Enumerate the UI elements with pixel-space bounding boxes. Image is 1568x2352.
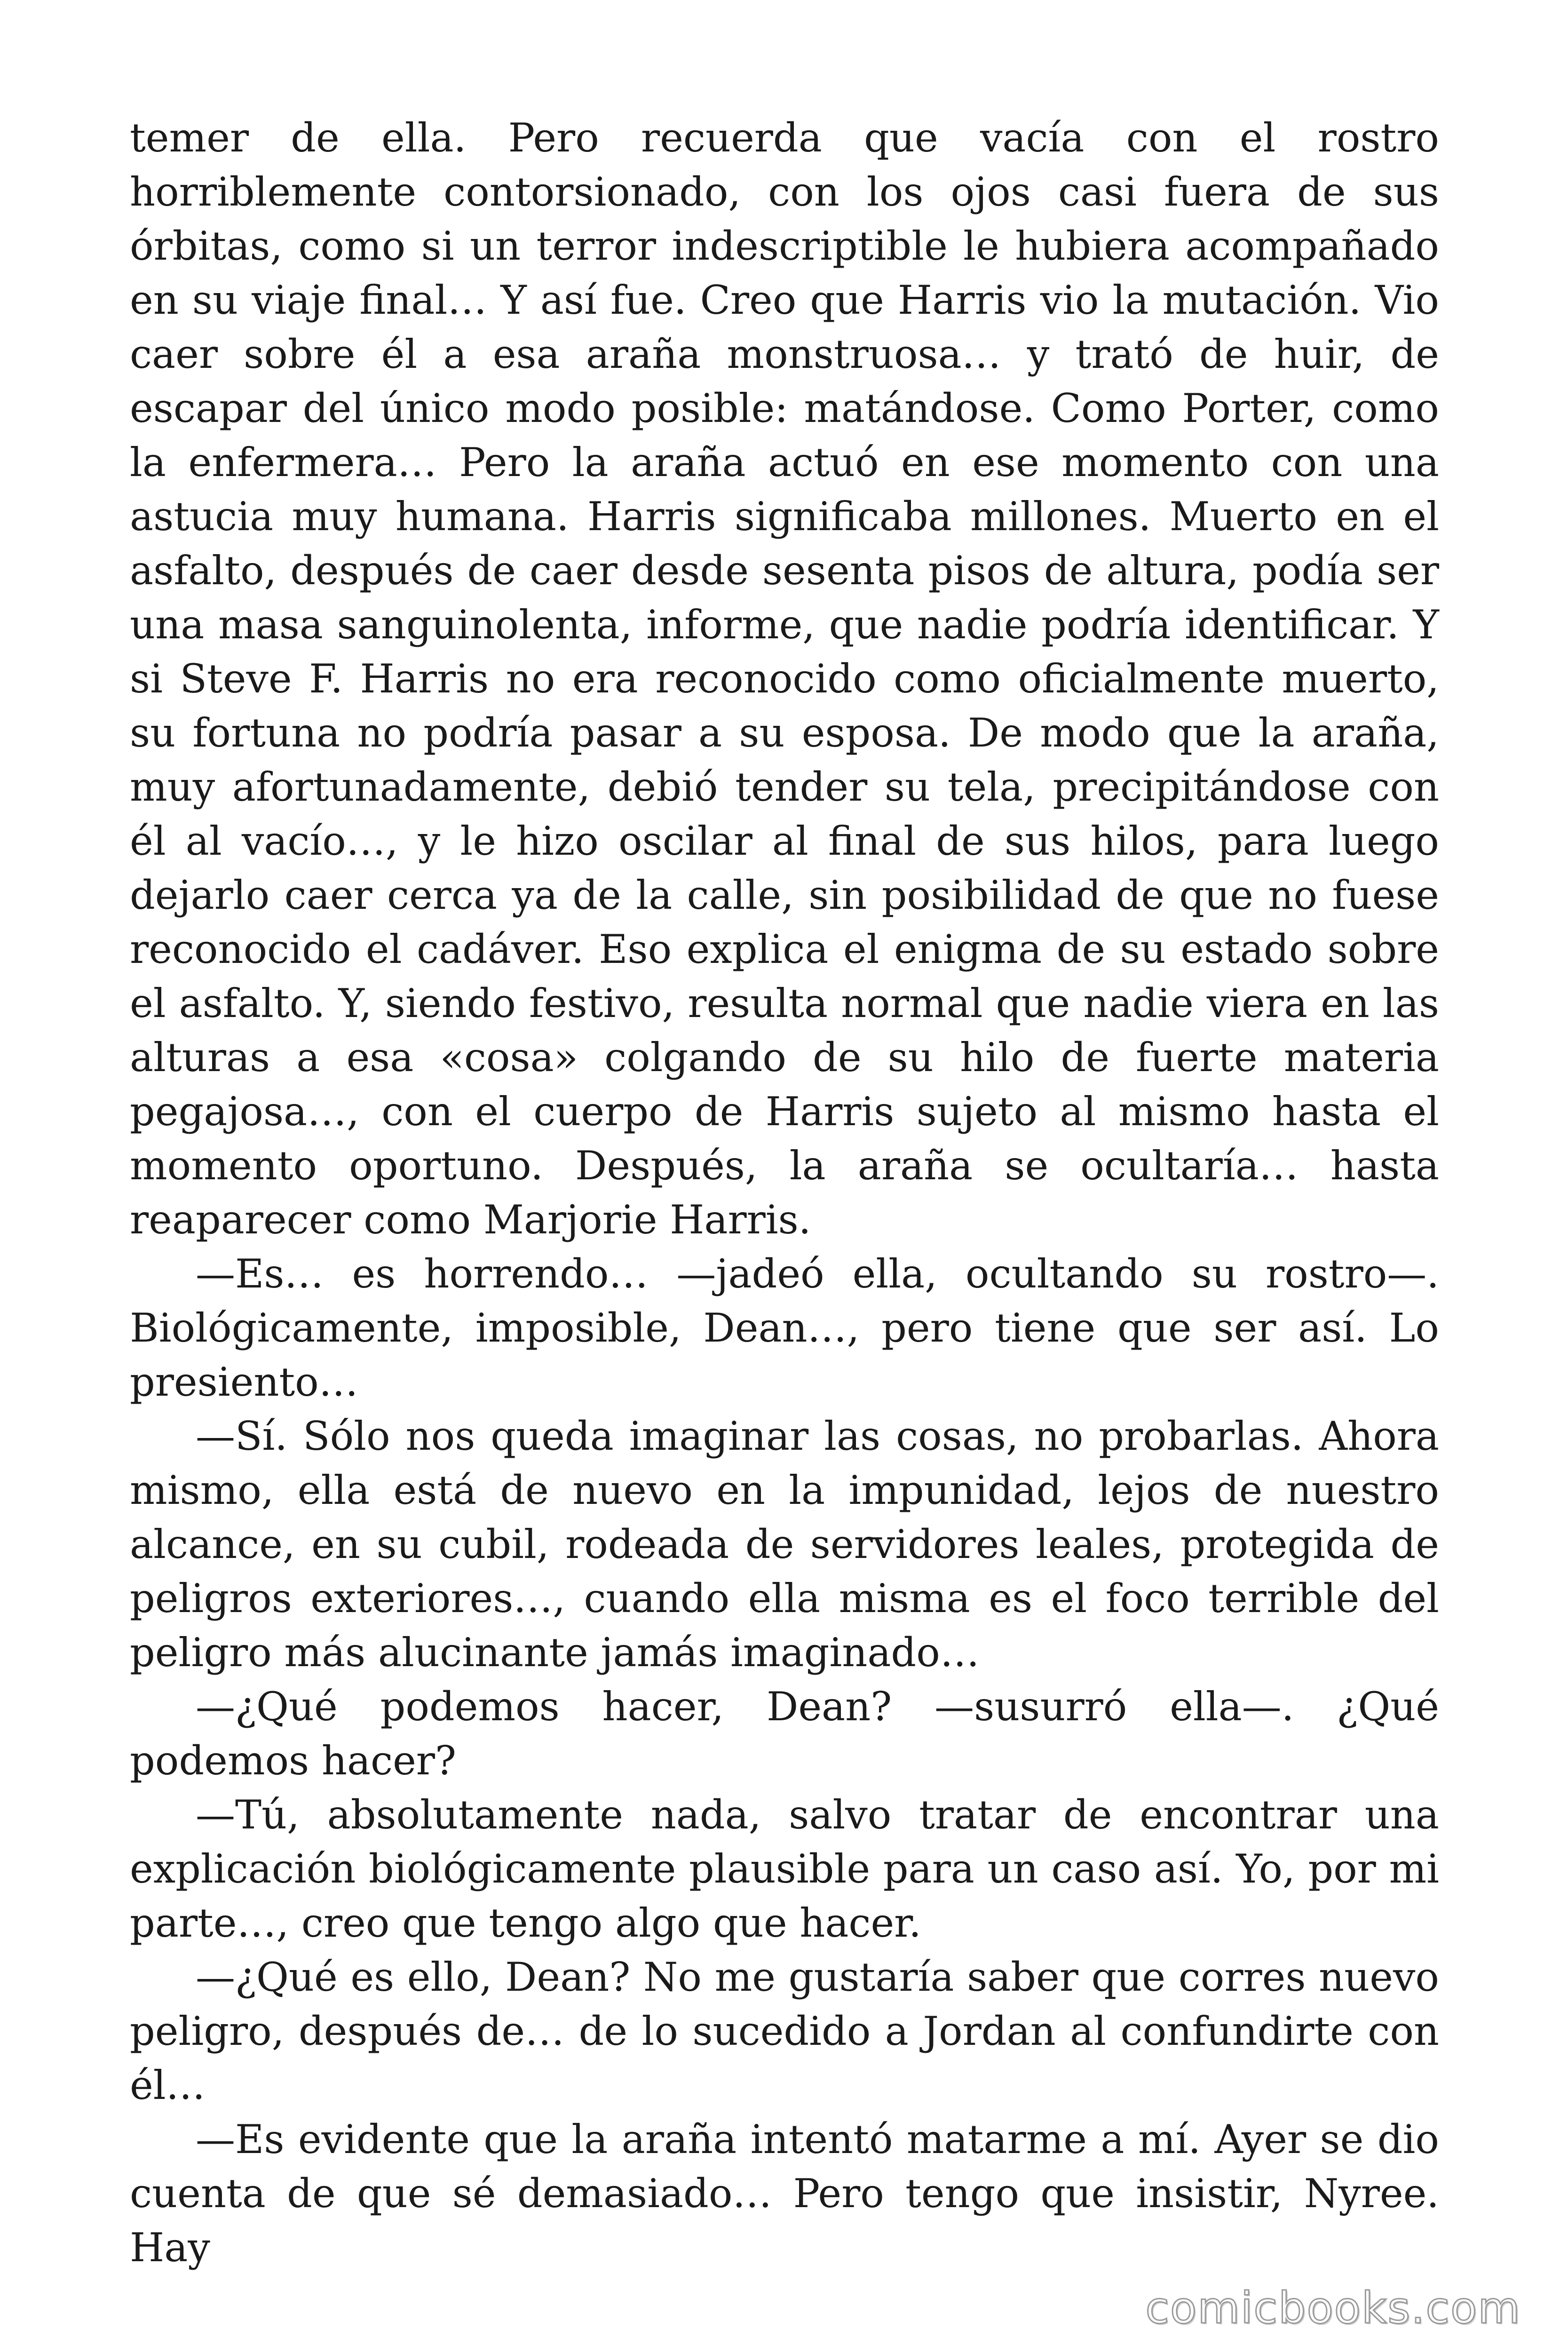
page-body xyxy=(130,111,1439,2275)
paragraph: —¿Qué es ello, Dean? No me gustaría saber que corres nuevo peligro, después de… de lo sucedido a Jordan al confundirte con él… xyxy=(130,1954,1439,2108)
paragraph: —Es… es horrendo… —jadeó ella, ocultando su rostro—. Biológicamente, imposible, Dean…, pero tiene que ser así. Lo presiento… xyxy=(130,1251,1439,1405)
paragraph: —Tú, absolutamente nada, salvo tratar de encontrar una explicación biológicamente plausible para un caso así. Yo, por mi parte…, creo que tengo algo que hacer. xyxy=(130,1792,1439,1946)
paragraph: temer de ella. Pero recuerda que vacía con el rostro horriblemente contorsionado, con los ojos casi fuera de sus órbitas, como si un terror indescriptible le hubiera acompañado en su viaje final… Y así fue. Creo que Harris vio la mutación. Vio caer sobre él a esa araña monstruosa… y trató de huir, de escapar del único modo posible: matándose. Como Porter, como la enfermera… Pero la araña actuó en ese momento con una astucia muy humana. Harris significaba millones. Muerto en el asfalto, después de caer desde sesenta pisos de altura, podía ser una masa sanguinolenta, informe, que nadie podría identificar. Y si Steve F. Harris no era reconocido como oficialmente muerto, su fortuna no podría pasar a su esposa. De modo que la araña, muy afortunadamente, debió tender su tela, precipitándose con él al vacío…, y le hizo oscilar al final de sus hilos, para luego dejarlo caer cerca ya de la calle, sin posibilidad de que no fuese reconocido el cadáver. Eso explica el enigma de su estado sobre el asfalto. Y, siendo festivo, resulta normal que nadie viera en las alturas a esa «cosa» colgando de su hilo de fuerte materia pegajosa…, con el cuerpo de Harris sujeto al mismo hasta el momento oportuno. Después, la araña se ocultaría… hasta reaparecer como Marjorie Harris. xyxy=(130,115,1439,1243)
paragraph: —Sí. Sólo nos queda imaginar las cosas, no probarlas. Ahora mismo, ella está de nuevo en la impunidad, lejos de nuestro alcance, en su cubil, rodeada de servidores leales, protegida de peligros exteriores…, cuando ella misma es el foco terrible del peligro más alucinante jamás imaginado… xyxy=(130,1413,1439,1676)
paragraph: —¿Qué podemos hacer, Dean? —susurró ella—. ¿Qué podemos hacer? xyxy=(130,1684,1439,1784)
paragraph: —Es evidente que la araña intentó matarme a mí. Ayer se dio cuenta de que sé demasiado… Pero tengo que insistir, Nyree. Hay xyxy=(130,2116,1439,2271)
watermark: comicbooks.com xyxy=(1145,2283,1521,2333)
